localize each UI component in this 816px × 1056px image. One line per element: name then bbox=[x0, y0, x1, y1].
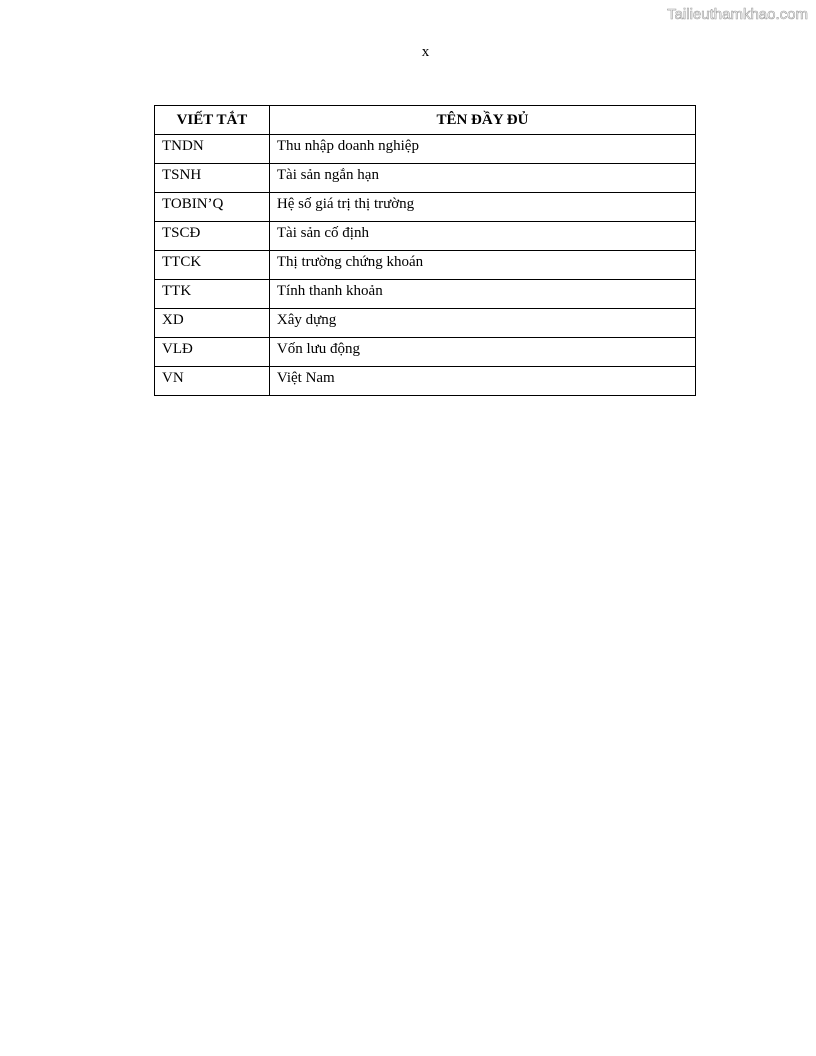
full-name-cell: Tài sản cố định bbox=[269, 222, 695, 251]
full-name-cell: Xây dựng bbox=[269, 309, 695, 338]
column-header-abbreviation: VIẾT TẮT bbox=[155, 106, 270, 135]
abbreviation-cell: TNDN bbox=[155, 135, 270, 164]
abbreviation-cell: VLĐ bbox=[155, 338, 270, 367]
abbreviation-cell: TTCK bbox=[155, 251, 270, 280]
abbreviation-cell: TOBIN’Q bbox=[155, 193, 270, 222]
abbreviation-table bbox=[154, 105, 696, 396]
table-row bbox=[155, 251, 696, 280]
abbreviation-cell: TSCĐ bbox=[155, 222, 270, 251]
table-row bbox=[155, 164, 696, 193]
column-header-full-name: TÊN ĐẦY ĐỦ bbox=[269, 106, 695, 135]
full-name-cell: Tính thanh khoản bbox=[269, 280, 695, 309]
table-row bbox=[155, 309, 696, 338]
abbreviation-cell: TTK bbox=[155, 280, 270, 309]
full-name-cell: Vốn lưu động bbox=[269, 338, 695, 367]
full-name-cell: Tài sản ngắn hạn bbox=[269, 164, 695, 193]
full-name-cell: Hệ số giá trị thị trường bbox=[269, 193, 695, 222]
table-row bbox=[155, 280, 696, 309]
table-row bbox=[155, 193, 696, 222]
table-row bbox=[155, 367, 696, 396]
full-name-cell: Thị trường chứng khoán bbox=[269, 251, 695, 280]
abbreviation-cell: XD bbox=[155, 309, 270, 338]
page-number: x bbox=[421, 44, 430, 60]
table-row bbox=[155, 222, 696, 251]
full-name-cell: Việt Nam bbox=[269, 367, 695, 396]
table-row bbox=[155, 135, 696, 164]
watermark: Tailieuthamkhao.com bbox=[667, 6, 808, 23]
table-row bbox=[155, 338, 696, 367]
full-name-cell: Thu nhập doanh nghiệp bbox=[269, 135, 695, 164]
abbreviation-cell: TSNH bbox=[155, 164, 270, 193]
abbreviation-cell: VN bbox=[155, 367, 270, 396]
table-header-row bbox=[155, 106, 696, 135]
